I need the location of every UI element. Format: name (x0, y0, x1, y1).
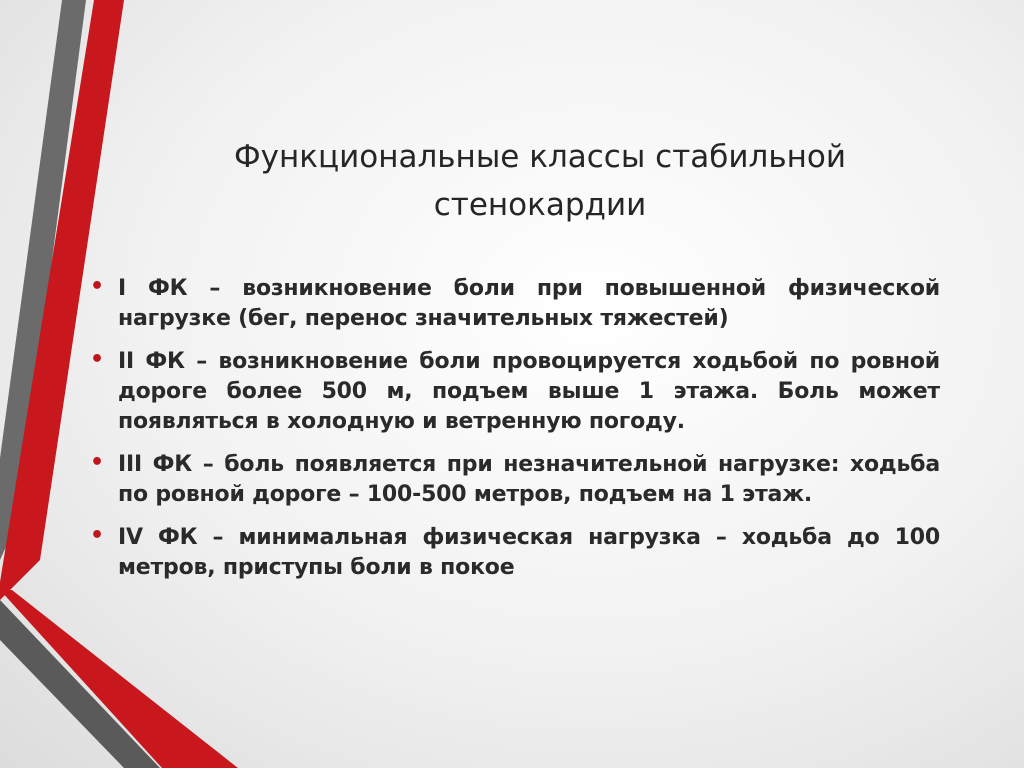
bullet-text: I ФК – возникновение боли при повышенной физической нагрузке (бег, перенос значительных тяжестей) (118, 276, 940, 331)
bullet-dot-icon: • (90, 347, 104, 372)
bullet-text: II ФК – возникновение боли провоцируется ходьбой по ровной дороге более 500 м, подъем выше 1 этажа. Боль может появляться в холодную и ветренную погоду. (118, 349, 940, 434)
gray-stripe-bottom (0, 600, 160, 768)
bullet-text: III ФК – боль появляется при незначительной нагрузке: ходьба по ровной дороге – 100-500 метров, подъем на 1 этаж. (118, 452, 940, 507)
bullet-item-fc4 (90, 523, 940, 583)
slide-title-line1: Функциональные классы стабильной (233, 138, 847, 175)
bullet-item-fc3 (90, 450, 940, 510)
bullet-dot-icon: • (90, 523, 104, 548)
slide-title (180, 133, 900, 229)
bullet-text: IV ФК – минимальная физическая нагрузка – ходьба до 100 метров, приступы боли в покое (118, 525, 940, 580)
bullet-item-fc2 (90, 347, 940, 437)
bullet-list (90, 274, 940, 596)
bullet-dot-icon: • (90, 274, 104, 299)
slide-title-line2: стенокардии (433, 186, 647, 223)
bullet-item-fc1 (90, 274, 940, 334)
bullet-dot-icon: • (90, 450, 104, 475)
